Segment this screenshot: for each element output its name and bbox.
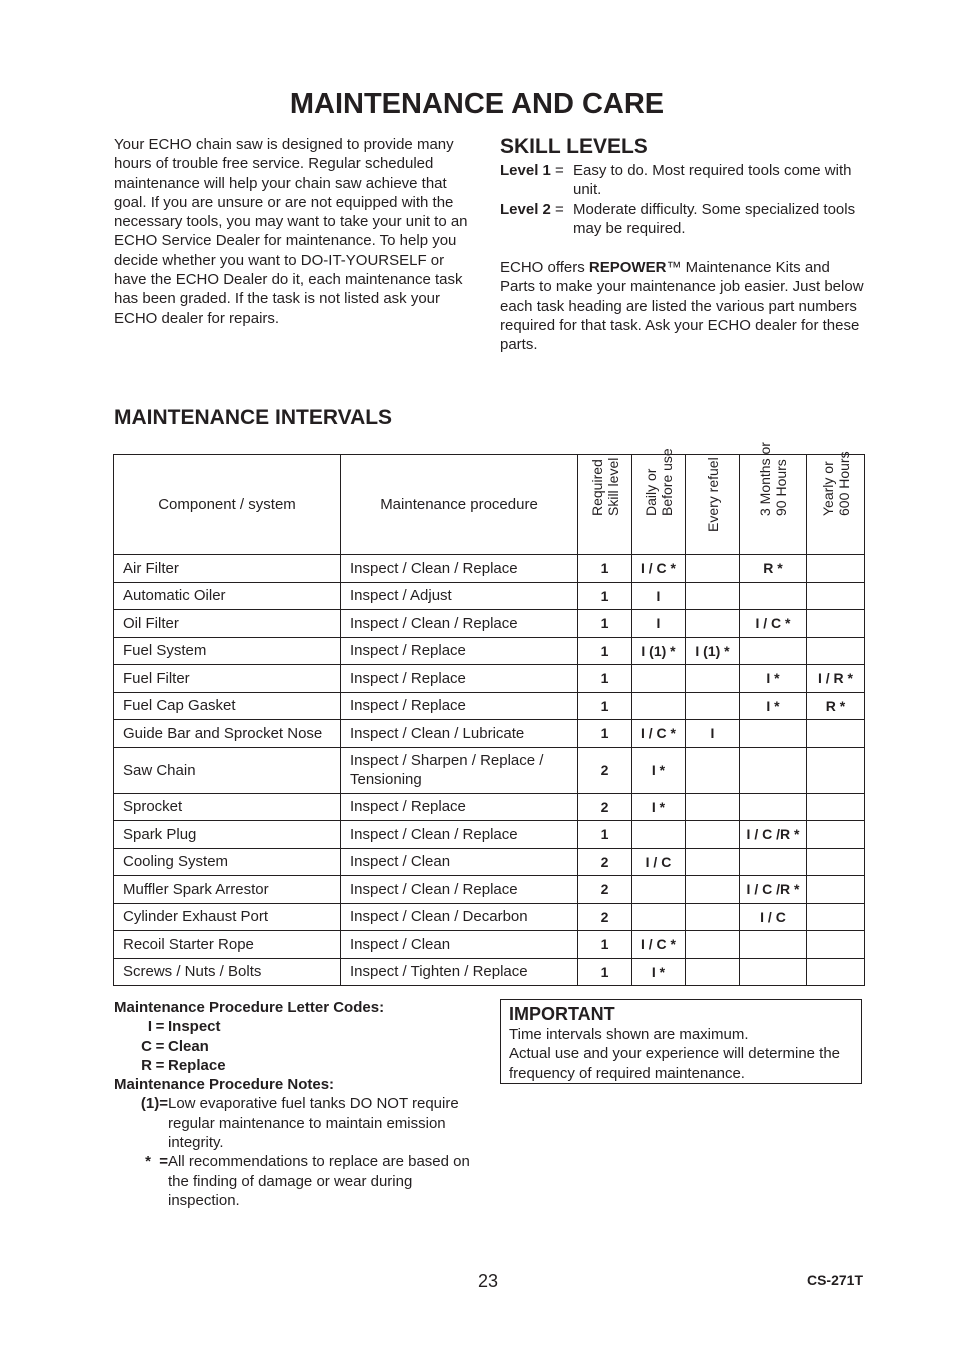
months3-cell bbox=[740, 931, 807, 959]
procedure-cell: Inspect / Replace bbox=[341, 665, 578, 693]
procedure-cell: Inspect / Adjust bbox=[341, 582, 578, 610]
procedure-cell: Inspect / Replace bbox=[341, 637, 578, 665]
table-row bbox=[114, 903, 865, 931]
procedure-cell: Inspect / Clean / Decarbon bbox=[341, 903, 578, 931]
header-component: Component / system bbox=[114, 455, 341, 555]
skill-cell: 1 bbox=[578, 555, 632, 583]
table-row bbox=[114, 692, 865, 720]
skill-cell: 1 bbox=[578, 720, 632, 748]
skill-levels-heading: SKILL LEVELS bbox=[500, 135, 648, 158]
note-item: (1)= Low evaporative fuel tanks DO NOT require regular maintenance to maintain emission integrity. bbox=[140, 1095, 459, 1152]
yearly-cell bbox=[807, 931, 865, 959]
skill-level-2 bbox=[500, 200, 868, 239]
months3-cell: I * bbox=[740, 665, 807, 693]
daily-cell: I / C * bbox=[632, 720, 686, 748]
skill-cell: 1 bbox=[578, 610, 632, 638]
component-cell: Air Filter bbox=[114, 555, 341, 583]
table-row bbox=[114, 555, 865, 583]
months3-cell bbox=[740, 747, 807, 793]
header-line: 600 Hours bbox=[835, 451, 852, 516]
letter-codes-heading: Maintenance Procedure Letter Codes: bbox=[114, 999, 385, 1016]
header-every-refuel bbox=[686, 455, 740, 555]
yearly-cell bbox=[807, 555, 865, 583]
months3-cell: I / C /R * bbox=[740, 821, 807, 849]
notes-heading: Maintenance Procedure Notes: bbox=[114, 1076, 335, 1094]
daily-cell: I / C bbox=[632, 848, 686, 876]
yearly-cell bbox=[807, 958, 865, 986]
skill-cell: 2 bbox=[578, 793, 632, 821]
header-line: Every refuel bbox=[704, 457, 721, 532]
yearly-cell bbox=[807, 876, 865, 904]
months3-cell: I * bbox=[740, 692, 807, 720]
table-row bbox=[114, 931, 865, 959]
level-definition: Moderate difficulty. Some specialized tools may be required. bbox=[573, 200, 856, 237]
months3-cell bbox=[740, 848, 807, 876]
refuel-cell bbox=[686, 793, 740, 821]
model-number: CS-271T bbox=[806, 1272, 863, 1288]
procedure-cell: Inspect / Clean / Replace bbox=[341, 821, 578, 849]
refuel-cell: I (1) * bbox=[686, 637, 740, 665]
header-skill-level bbox=[578, 455, 632, 555]
procedure-cell: Inspect / Clean / Replace bbox=[341, 876, 578, 904]
yearly-cell bbox=[807, 582, 865, 610]
months3-cell bbox=[740, 720, 807, 748]
table-row bbox=[114, 747, 865, 793]
skill-cell: 1 bbox=[578, 692, 632, 720]
header-daily bbox=[632, 448, 686, 555]
note-item: * = All recommendations to replace are based on the finding of damage or wear during inspection. bbox=[145, 1153, 470, 1209]
refuel-cell bbox=[686, 555, 740, 583]
yearly-cell bbox=[807, 610, 865, 638]
header-yearly bbox=[807, 451, 865, 555]
component-cell: Oil Filter bbox=[114, 610, 341, 638]
refuel-cell bbox=[686, 848, 740, 876]
skill-levels-section bbox=[500, 134, 868, 355]
intro-paragraph: Your ECHO chain saw is designed to provide many hours of trouble free service. Regular scheduled maintenance will help your chain saw achieve that goal. If you are unsure or are not equipped with the necessary tools, you may want to take your unit to an ECHO Service Dealer for maintenance. To help you decide whether you want to DO-IT-YOURSELF or have the ECHO Dealer do it, each maintenance task has been graded. If the task is not listed ask your ECHO dealer for repairs. bbox=[114, 136, 468, 327]
level-definition: Easy to do. Most required tools come with unit. bbox=[573, 162, 852, 199]
table-row bbox=[114, 720, 865, 748]
yearly-cell bbox=[807, 903, 865, 931]
component-cell: Fuel System bbox=[114, 637, 341, 665]
yearly-cell bbox=[807, 637, 865, 665]
important-line: Time intervals shown are maximum. bbox=[509, 1026, 749, 1043]
refuel-cell bbox=[686, 931, 740, 959]
header-procedure: Maintenance procedure bbox=[341, 455, 578, 555]
header-line: Required bbox=[588, 459, 605, 516]
component-cell: Fuel Cap Gasket bbox=[114, 692, 341, 720]
yearly-cell bbox=[807, 793, 865, 821]
component-cell: Automatic Oiler bbox=[114, 582, 341, 610]
procedure-cell: Inspect / Clean / Lubricate bbox=[341, 720, 578, 748]
months3-cell bbox=[740, 958, 807, 986]
header-line: 90 Hours bbox=[773, 459, 789, 516]
component-cell: Recoil Starter Rope bbox=[114, 931, 341, 959]
refuel-cell bbox=[686, 582, 740, 610]
months3-cell bbox=[740, 637, 807, 665]
component-cell: Fuel Filter bbox=[114, 665, 341, 693]
refuel-cell bbox=[686, 692, 740, 720]
skill-cell: 1 bbox=[578, 582, 632, 610]
table-row bbox=[114, 610, 865, 638]
table-row bbox=[114, 876, 865, 904]
maintenance-intervals-heading: MAINTENANCE INTERVALS bbox=[114, 406, 393, 429]
component-cell: Cooling System bbox=[114, 848, 341, 876]
refuel-cell bbox=[686, 876, 740, 904]
table-row bbox=[114, 637, 865, 665]
refuel-cell bbox=[686, 903, 740, 931]
refuel-cell bbox=[686, 665, 740, 693]
procedure-cell: Inspect / Clean / Replace bbox=[341, 610, 578, 638]
skill-cell: 1 bbox=[578, 958, 632, 986]
daily-cell: I bbox=[632, 610, 686, 638]
repower-brand: REPOWER bbox=[588, 259, 667, 277]
yearly-cell bbox=[807, 747, 865, 793]
procedure-cell: Inspect / Sharpen / Replace / Tensioning bbox=[341, 747, 578, 793]
component-cell: Spark Plug bbox=[114, 821, 341, 849]
months3-cell bbox=[740, 793, 807, 821]
yearly-cell bbox=[807, 720, 865, 748]
months3-cell: R * bbox=[740, 555, 807, 583]
component-cell: Sprocket bbox=[114, 793, 341, 821]
letter-codes-section bbox=[114, 998, 484, 1210]
header-line: Daily or bbox=[642, 468, 659, 516]
months3-cell: I / C bbox=[740, 903, 807, 931]
table-row bbox=[114, 665, 865, 693]
daily-cell: I / C * bbox=[632, 555, 686, 583]
daily-cell bbox=[632, 876, 686, 904]
maintenance-intervals-table bbox=[113, 442, 865, 986]
level-eq: = bbox=[550, 162, 564, 179]
page-title: MAINTENANCE AND CARE bbox=[289, 88, 665, 120]
procedure-cell: Inspect / Clean bbox=[341, 931, 578, 959]
refuel-cell bbox=[686, 747, 740, 793]
procedure-cell: Inspect / Clean bbox=[341, 848, 578, 876]
months3-cell: I / C /R * bbox=[740, 876, 807, 904]
important-line: Actual use and your experience will determine the frequency of required maintenance. bbox=[509, 1045, 841, 1082]
component-cell: Screws / Nuts / Bolts bbox=[114, 958, 341, 986]
daily-cell: I / C * bbox=[632, 931, 686, 959]
daily-cell: I * bbox=[632, 747, 686, 793]
header-line: Before use bbox=[658, 448, 675, 516]
table-row bbox=[114, 582, 865, 610]
component-cell: Cylinder Exhaust Port bbox=[114, 903, 341, 931]
skill-cell: 1 bbox=[578, 931, 632, 959]
months3-cell: I / C * bbox=[740, 610, 807, 638]
refuel-cell bbox=[686, 821, 740, 849]
header-line: Yearly or bbox=[819, 461, 836, 516]
refuel-cell bbox=[686, 958, 740, 986]
level-eq: = bbox=[550, 200, 564, 218]
skill-cell: 2 bbox=[578, 903, 632, 931]
header-line: Skill level bbox=[604, 457, 621, 516]
code-item: C = Clean bbox=[141, 1037, 209, 1055]
code-item: R = Replace bbox=[141, 1056, 226, 1074]
procedure-cell: Inspect / Replace bbox=[341, 793, 578, 821]
table-row bbox=[114, 821, 865, 849]
daily-cell bbox=[632, 903, 686, 931]
page-number: 23 bbox=[477, 1271, 499, 1291]
yearly-cell bbox=[807, 821, 865, 849]
procedure-cell: Inspect / Clean / Replace bbox=[341, 555, 578, 583]
table-row bbox=[114, 793, 865, 821]
skill-cell: 2 bbox=[578, 848, 632, 876]
header-3-months bbox=[740, 442, 807, 555]
yearly-cell: I / R * bbox=[807, 665, 865, 693]
repower-paragraph: ECHO offers REPOWER™ Maintenance Kits and Parts to make your maintenance job easier. Just below each task heading are listed the various part numbers required for that task. Ask your ECHO dealer for these parts. bbox=[500, 259, 864, 354]
skill-cell: 2 bbox=[578, 876, 632, 904]
daily-cell: I (1) * bbox=[632, 637, 686, 665]
code-item: I = Inspect bbox=[147, 1018, 221, 1036]
skill-cell: 2 bbox=[578, 747, 632, 793]
daily-cell: I * bbox=[632, 793, 686, 821]
table-row bbox=[114, 848, 865, 876]
header-line: 3 Months or bbox=[757, 442, 773, 516]
refuel-cell: I bbox=[686, 720, 740, 748]
months3-cell bbox=[740, 582, 807, 610]
table-row bbox=[114, 958, 865, 986]
skill-cell: 1 bbox=[578, 665, 632, 693]
skill-level-1 bbox=[500, 161, 868, 200]
yearly-cell bbox=[807, 848, 865, 876]
procedure-cell: Inspect / Replace bbox=[341, 692, 578, 720]
skill-cell: 1 bbox=[578, 821, 632, 849]
component-cell: Guide Bar and Sprocket Nose bbox=[114, 720, 341, 748]
yearly-cell: R * bbox=[807, 692, 865, 720]
procedure-cell: Inspect / Tighten / Replace bbox=[341, 958, 578, 986]
daily-cell bbox=[632, 665, 686, 693]
important-heading: IMPORTANT bbox=[509, 1004, 615, 1024]
skill-cell: 1 bbox=[578, 637, 632, 665]
component-cell: Saw Chain bbox=[114, 747, 341, 793]
table-header-row bbox=[114, 455, 865, 555]
daily-cell: I bbox=[632, 582, 686, 610]
component-cell: Muffler Spark Arrestor bbox=[114, 876, 341, 904]
level-term: Level 1 bbox=[500, 162, 551, 179]
daily-cell bbox=[632, 692, 686, 720]
level-term: Level 2 bbox=[500, 200, 551, 218]
daily-cell bbox=[632, 821, 686, 849]
refuel-cell bbox=[686, 610, 740, 638]
daily-cell: I * bbox=[632, 958, 686, 986]
important-box bbox=[500, 999, 862, 1084]
